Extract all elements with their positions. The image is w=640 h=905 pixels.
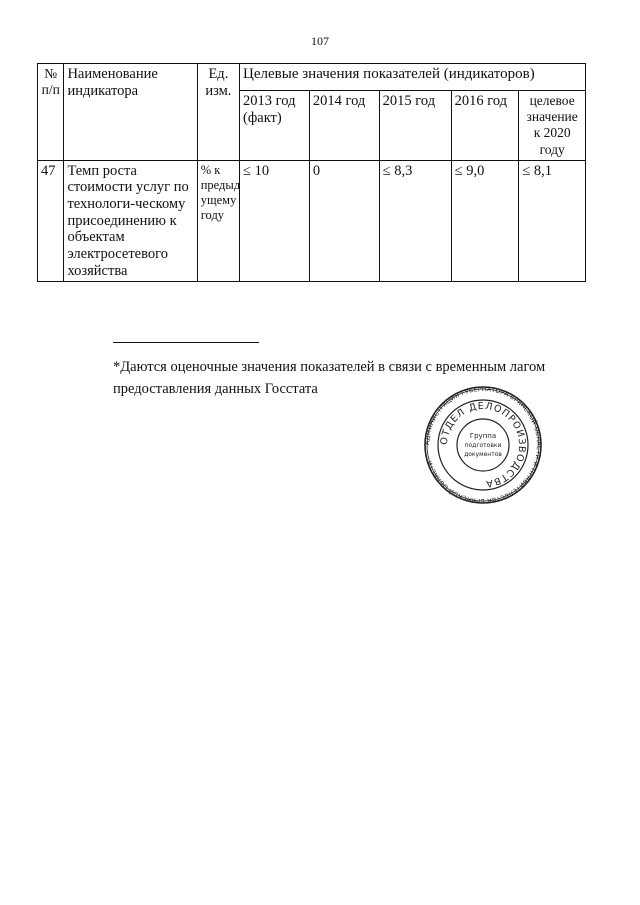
header-year-2015: 2015 год [379,91,451,161]
header-year-2013: 2013 год (факт) [240,91,310,161]
stamp-center-line1: Группа [469,432,497,440]
row-year-2015: ≤ 8,3 [379,160,451,282]
page-number: 107 [311,34,329,48]
row-unit: % к предыд ущему году [197,160,239,282]
footnote: *Даются оценочные значения показателей в связи с временным лагом предоставления данных Госстата [113,359,546,397]
stamp-center-line3: документов [464,451,502,458]
stamp-center-line2: подготовки [464,442,502,449]
header-name: Наименование индикатора [64,64,197,161]
table-row [38,160,586,282]
row-name: Темп роста стоимости услуг по технологи-ческому присоединению к объектам электросетевого хозяйства [64,160,197,282]
header-target-group: Целевые значения показателей (индикаторов) [240,64,586,91]
header-year-2016: 2016 год [451,91,519,161]
row-year-2014: 0 [309,160,379,282]
row-year-2016: ≤ 9,0 [451,160,519,282]
indicators-table [37,63,586,282]
stamp-outer-text: АДМИНИСТРАЦИЯ ГУБЕРНАТОРА БРЯНСКОЙ ОБЛАСТИ И ПРАВИТЕЛЬСТВА БРЯНСКОЙ ОБЛАСТИ [423,386,543,504]
header-number: № п/п [38,64,64,161]
footnote-divider [113,342,259,343]
header-year-2014: 2014 год [309,91,379,161]
header-unit: Ед. изм. [197,64,239,161]
row-year-2013: ≤ 10 [240,160,310,282]
stamp-inner-text: ОТДЕЛ ДЕЛОПРОИЗВОДСТВА [438,400,528,490]
office-stamp [414,386,552,504]
table-header-row [38,64,586,91]
header-target-2020: целевое значение к 2020 году [519,91,586,161]
row-number: 47 [38,160,64,282]
row-target-2020: ≤ 8,1 [519,160,586,282]
